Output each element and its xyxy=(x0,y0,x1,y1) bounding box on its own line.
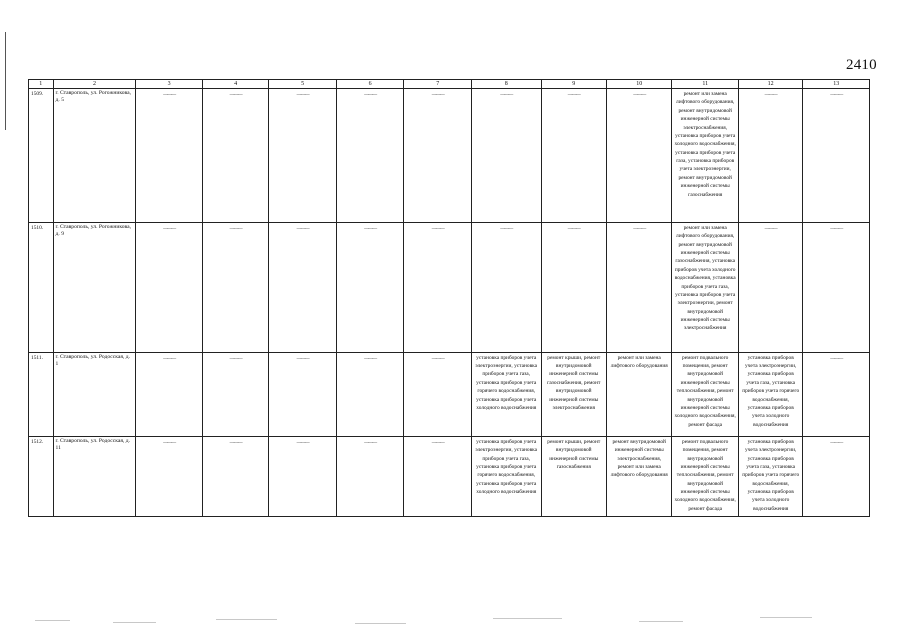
table-cell xyxy=(404,352,472,436)
table-cell xyxy=(269,436,337,516)
table-cell xyxy=(672,222,739,352)
table-cell xyxy=(738,222,802,352)
empty-value: ——— xyxy=(163,440,176,446)
table-cell xyxy=(541,436,606,516)
empty-value: ——— xyxy=(500,93,513,98)
table-cell xyxy=(471,89,541,223)
table-cell xyxy=(541,222,606,352)
table-cell xyxy=(672,352,739,436)
table-cell xyxy=(202,436,269,516)
row-address: г. Ставрополь, ул. Рогожникова, д. 9 xyxy=(53,222,136,352)
table-cell xyxy=(803,352,870,436)
empty-value: ——— xyxy=(764,93,777,98)
empty-value: ——— xyxy=(567,93,580,98)
empty-value: ——— xyxy=(163,226,176,232)
empty-value: ——— xyxy=(431,226,444,232)
empty-value: ——— xyxy=(364,356,377,362)
row-address: г. Ставрополь, ул. Родосская, д. 1 xyxy=(53,352,136,436)
table-cell xyxy=(404,436,472,516)
table-cell xyxy=(803,222,870,352)
empty-value: ——— xyxy=(364,440,377,446)
empty-value: ——— xyxy=(431,356,444,362)
column-header-2: 2 xyxy=(53,80,136,89)
work-description: ремонт или замена лифтового оборудования, ремонт внутридомовой инженерной системы электроснабжения, установка приборов учета холодного водоснабжения, установка приборов учета газа, установка приборов учета электроэнергии, ремонт внутридомовой инженерной системы газоснабжения xyxy=(674,91,736,198)
table-cell xyxy=(136,436,203,516)
empty-value: ——— xyxy=(229,93,242,98)
table-cell xyxy=(606,89,671,223)
table-cell xyxy=(606,222,671,352)
empty-value: ——— xyxy=(567,226,580,232)
row-address: г. Ставрополь, ул. Рогожникова, д. 5 xyxy=(53,89,136,223)
work-description: установка приборов учета электроэнергии, установка приборов учета газа, установка приборов учета горячего водоснабжения, установка приборов учета холодного водоснабжения xyxy=(475,438,538,496)
table-cell xyxy=(541,89,606,223)
empty-value: ——— xyxy=(431,440,444,446)
column-header-4: 4 xyxy=(202,80,269,89)
work-description: ремонт подвального помещения, ремонт внутридомовой инженерной системы теплоснабжения, ремонт внутридомовой инженерной системы холодного водоснабжения, ремонт фасада xyxy=(674,354,736,428)
column-header-8: 8 xyxy=(471,80,541,89)
table-row xyxy=(29,222,870,352)
row-number: 1511. xyxy=(29,352,54,436)
column-header-1: 1 xyxy=(29,80,54,89)
empty-value: ——— xyxy=(633,226,646,232)
table-cell xyxy=(202,352,269,436)
empty-value: ——— xyxy=(296,356,309,362)
empty-value: ——— xyxy=(431,93,444,98)
row-address: г. Ставрополь, ул. Родосская, д. 11 xyxy=(53,436,136,516)
table-cell xyxy=(803,89,870,223)
empty-value: ——— xyxy=(229,440,242,446)
header-row xyxy=(29,80,870,89)
table-cell xyxy=(202,222,269,352)
column-header-10: 10 xyxy=(606,80,671,89)
column-header-6: 6 xyxy=(336,80,404,89)
row-number: 1510. xyxy=(29,222,54,352)
table-cell xyxy=(336,352,404,436)
table-cell xyxy=(404,222,472,352)
empty-value: ——— xyxy=(830,356,843,362)
table-cell xyxy=(336,89,404,223)
table-cell xyxy=(202,89,269,223)
work-description: ремонт крыши, ремонт внутридомовой инженерной системы газоснабжения xyxy=(547,438,601,470)
empty-value: ——— xyxy=(364,93,377,98)
empty-value: ——— xyxy=(830,440,843,446)
column-header-11: 11 xyxy=(672,80,739,89)
work-description: ремонт внутридомовой инженерной системы электроснабжения, ремонт или замена лифтового оборудования xyxy=(610,438,668,479)
empty-value: ——— xyxy=(229,356,242,362)
table-cell xyxy=(136,222,203,352)
column-header-13: 13 xyxy=(803,80,870,89)
page-number: 2410 xyxy=(846,57,877,73)
empty-value: ——— xyxy=(163,93,176,98)
empty-value: ——— xyxy=(830,93,843,98)
table-cell xyxy=(541,352,606,436)
table-cell xyxy=(606,436,671,516)
table-cell xyxy=(471,222,541,352)
table-cell xyxy=(738,436,802,516)
column-header-7: 7 xyxy=(404,80,472,89)
table-cell xyxy=(606,352,671,436)
empty-value: ——— xyxy=(633,93,646,98)
table-cell xyxy=(269,89,337,223)
work-description: установка приборов учета электроэнергии, установка приборов учета газа, установка приборов учета горячего водоснабжения, установка приборов учета холодного водоснабжения xyxy=(742,354,800,428)
table-cell xyxy=(336,436,404,516)
table-cell xyxy=(136,89,203,223)
row-number: 1509. xyxy=(29,89,54,223)
table-cell xyxy=(672,89,739,223)
table-cell xyxy=(672,436,739,516)
work-description: установка приборов учета электроэнергии, установка приборов учета газа, установка приборов учета горячего водоснабжения, установка приборов учета холодного водоснабжения xyxy=(475,354,538,411)
table-cell xyxy=(738,352,802,436)
empty-value: ——— xyxy=(500,226,513,232)
table-cell xyxy=(269,352,337,436)
empty-value: ——— xyxy=(296,93,309,98)
empty-value: ——— xyxy=(296,440,309,446)
table-cell xyxy=(136,352,203,436)
scan-edge-mark xyxy=(5,32,6,130)
table-cell xyxy=(471,436,541,516)
scan-artifact-strip xyxy=(18,610,881,626)
empty-value: ——— xyxy=(764,226,777,232)
work-description: ремонт крыши, ремонт внутридомовой инженерной системы газоснабжения, ремонт внутридомовой инженерной системы электроснабжения xyxy=(547,354,601,411)
table-row xyxy=(29,89,870,223)
column-header-3: 3 xyxy=(136,80,203,89)
empty-value: ——— xyxy=(163,356,176,362)
empty-value: ——— xyxy=(830,226,843,232)
housing-repair-table xyxy=(28,79,870,517)
empty-value: ——— xyxy=(296,226,309,232)
row-number: 1512. xyxy=(29,436,54,516)
column-header-12: 12 xyxy=(738,80,802,89)
table-cell xyxy=(738,89,802,223)
empty-value: ——— xyxy=(229,226,242,232)
table-cell xyxy=(404,89,472,223)
table-row xyxy=(29,436,870,516)
work-description: ремонт или замена лифтового оборудования, ремонт внутридомовой инженерной системы газоснабжения, установка приборов учета холодного водоснабжения, установка приборов учета газа, установка приборов учета электроэнергии, ремонт внутридомовой инженерной системы электроснабжения xyxy=(674,224,736,332)
table-cell xyxy=(269,222,337,352)
table-row xyxy=(29,352,870,436)
table-cell xyxy=(471,352,541,436)
column-header-9: 9 xyxy=(541,80,606,89)
work-description: ремонт или замена лифтового оборудования xyxy=(610,354,668,370)
column-header-5: 5 xyxy=(269,80,337,89)
table-cell xyxy=(803,436,870,516)
document-sheet xyxy=(28,79,870,517)
table-cell xyxy=(336,222,404,352)
work-description: установка приборов учета электроэнергии, установка приборов учета газа, установка приборов учета горячего водоснабжения, установка приборов учета холодного водоснабжения xyxy=(742,438,800,512)
empty-value: ——— xyxy=(364,226,377,232)
work-description: ремонт подвального помещения, ремонт внутридомовой инженерной системы теплоснабжения, ремонт внутридомовой инженерной системы холодного водоснабжения, ремонт фасада xyxy=(674,438,736,512)
